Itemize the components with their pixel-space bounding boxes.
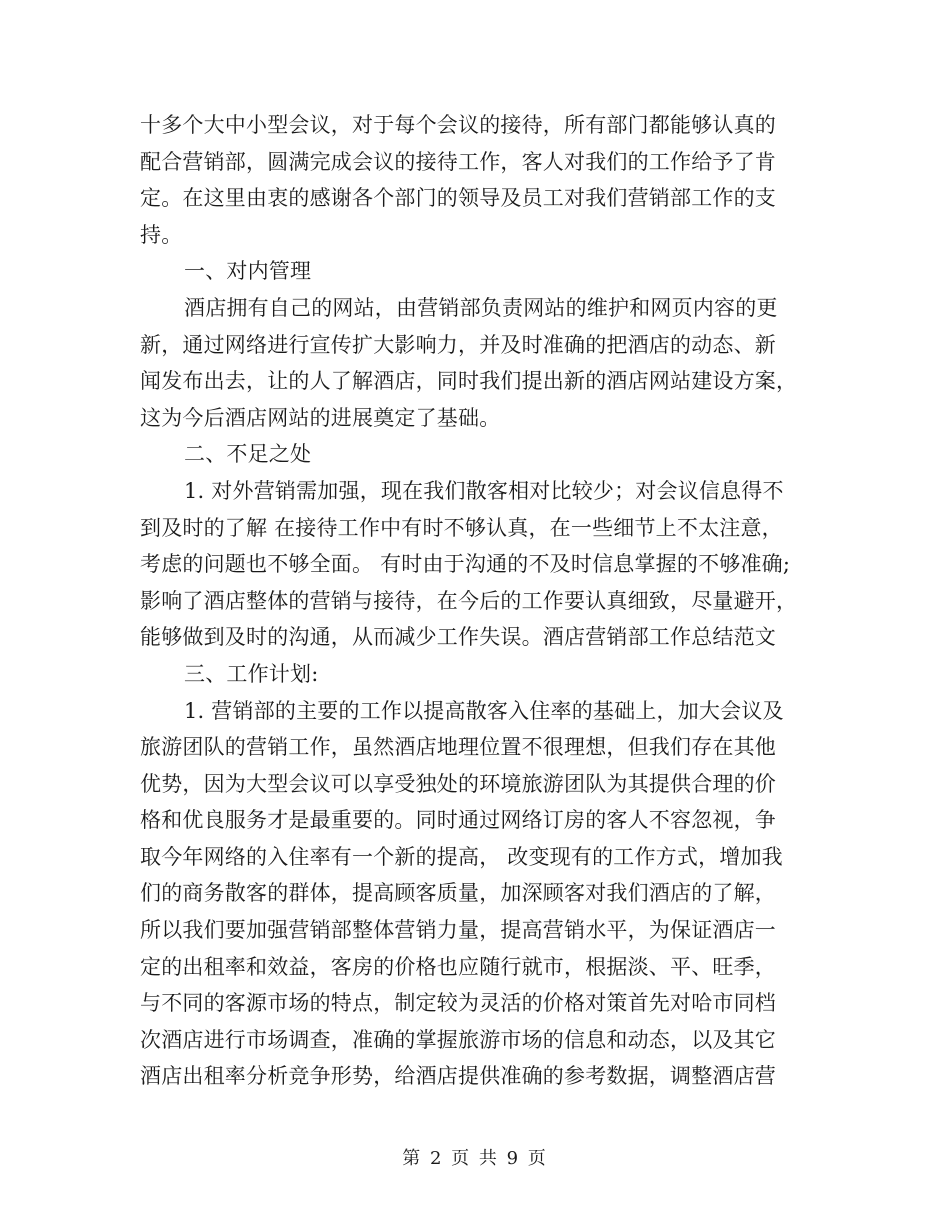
text-line: 与不同的客源市场的特点，制定较为灵活的价格对策首先对哈市同档: [140, 991, 776, 1016]
text-line: 取今年网络的入住率有一个新的提高， 改变现有的工作方式，增加我: [140, 844, 783, 869]
text-line: 们的商务散客的群体，提高顾客质量，加深顾客对我们酒店的了解，: [140, 881, 776, 906]
text-line: 闻发布出去，让的人了解酒店，同时我们提出新的酒店网站建设方案，: [140, 369, 798, 394]
text-line: 持。: [140, 222, 183, 247]
text-line: 一、对内管理: [184, 259, 312, 284]
text-line: 酒店拥有自己的网站，由营销部负责网站的维护和网页内容的更: [184, 295, 778, 320]
page-footer: 第 2 页 共 9 页: [402, 1148, 548, 1169]
text-line: 十多个大中小型会议，对于每个会议的接待，所有部门都能够认真的: [140, 113, 776, 137]
text-line: 能够做到及时的沟通，从而减少工作失误。酒店营销部工作总结范文: [140, 625, 776, 650]
text-line: 定的出租率和效益，客房的价格也应随行就市，根据淡、平、旺季，: [140, 954, 776, 979]
text-line: 格和优良服务才是最重要的。同时通过网络订房的客人不容忽视，争: [140, 808, 776, 833]
text-line: 配合营销部，圆满完成会议的接待工作，客人对我们的工作给予了肯: [140, 149, 776, 174]
text-line: 所以我们要加强营销部整体营销力量，提高营销水平，为保证酒店一: [140, 918, 776, 943]
document-body: [140, 107, 805, 1095]
text-line: 到及时的了解 在接待工作中有时不够认真，在一些细节上不太注意，: [140, 515, 783, 540]
text-line: 考虑的问题也不够全面。 有时由于沟通的不及时信息掌握的不够准确;: [140, 552, 791, 577]
text-line: 酒店出租率分析竞争形势，给酒店提供准确的参考数据，调整酒店营: [140, 1064, 776, 1089]
text-line: 旅游团队的营销工作，虽然酒店地理位置不很理想，但我们存在其他: [140, 735, 776, 760]
text-line: 次酒店进行市场调查，准确的掌握旅游市场的信息和动态，以及其它: [140, 1027, 776, 1052]
text-line: 新，通过网络进行宣传扩大影响力，并及时准确的把酒店的动态、新: [140, 332, 776, 357]
text-line: 这为今后酒店网站的进展奠定了基础。: [140, 405, 501, 430]
text-line: 影响了酒店整体的营销与接待，在今后的工作要认真细致，尽量避开，: [140, 588, 798, 613]
text-line: 优势，因为大型会议可以享受独处的环境旅游团队为其提供合理的价: [140, 771, 776, 796]
text-line: 1. 对外营销需加强，现在我们散客相对比较少；对会议信息得不: [184, 478, 784, 503]
text-line: 1. 营销部的主要的工作以提高散客入住率的基础上，加大会议及: [184, 698, 784, 723]
text-line: 二、不足之处: [184, 442, 312, 467]
text-line: 三、工作计划:: [184, 661, 319, 686]
text-line: 定。在这里由衷的感谢各个部门的领导及员工对我们营销部工作的支: [140, 186, 776, 211]
